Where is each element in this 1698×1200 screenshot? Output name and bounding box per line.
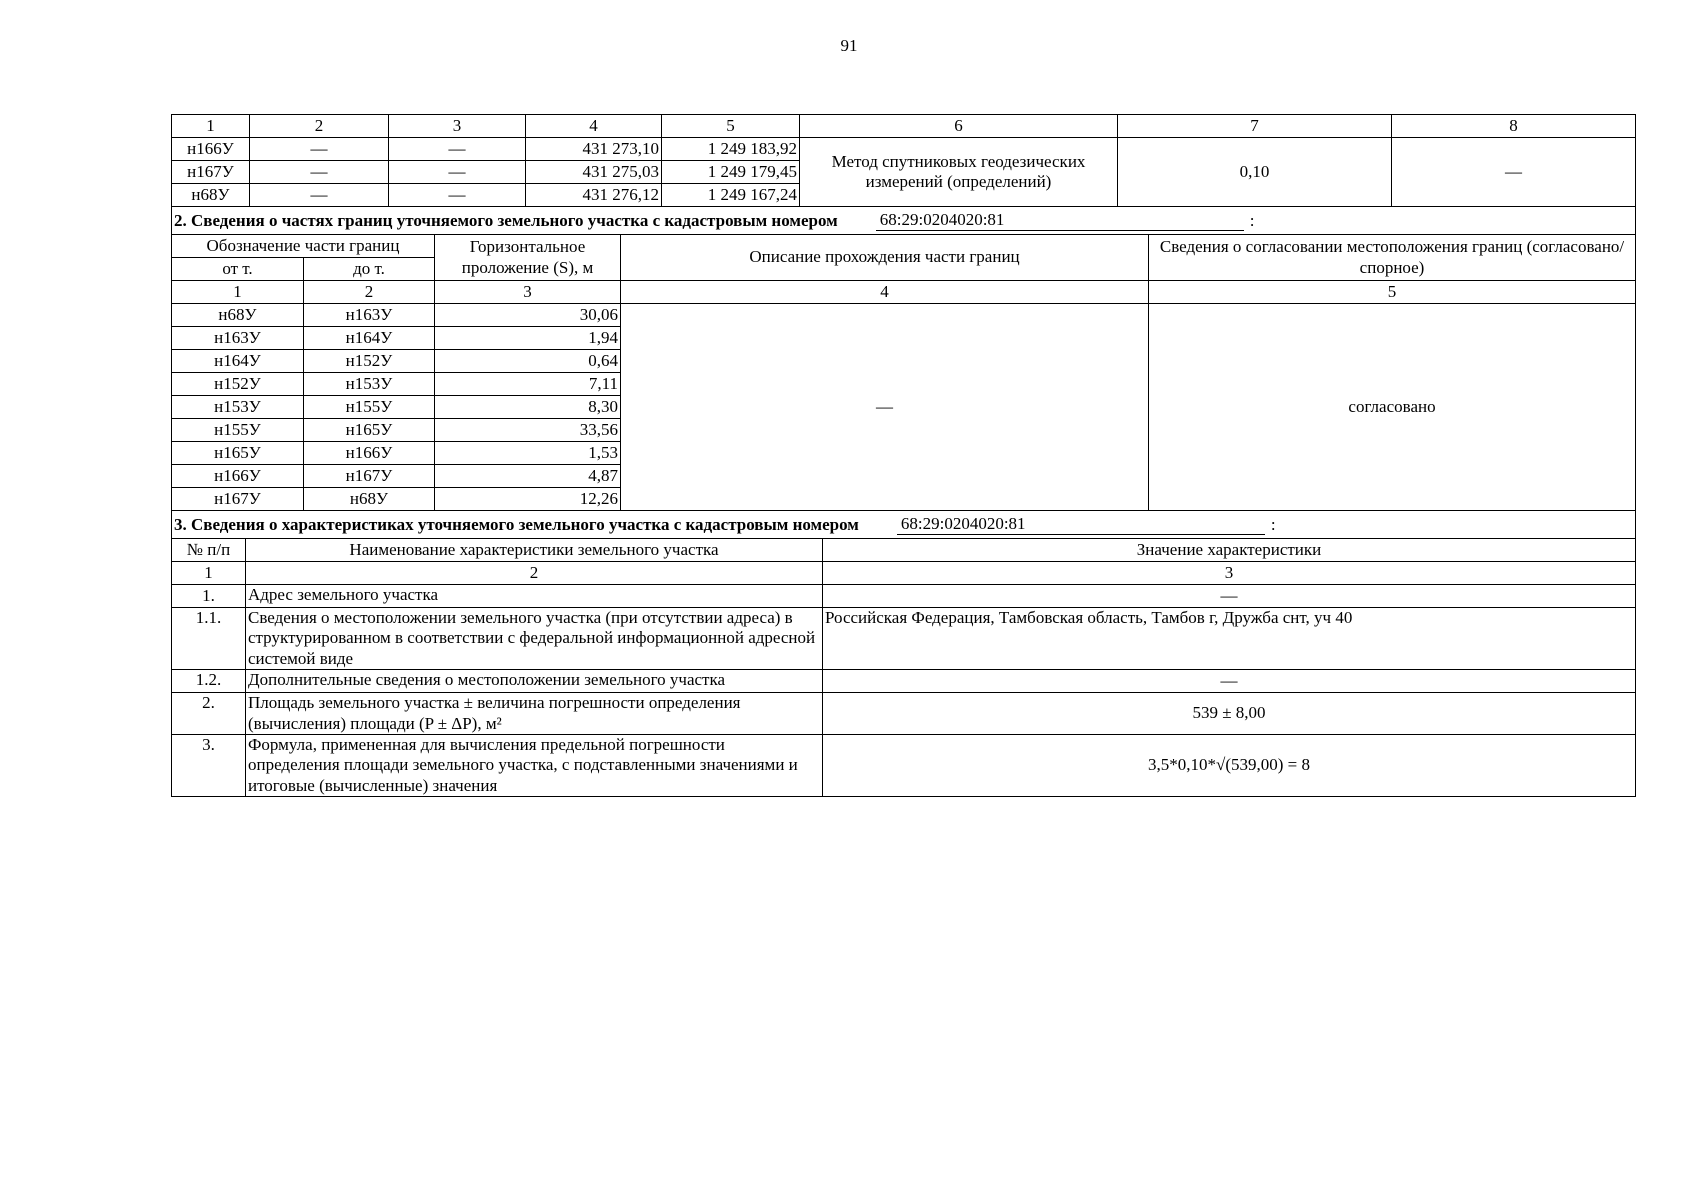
from-point: н163У bbox=[172, 327, 304, 350]
agreement-cell: согласовано bbox=[1149, 304, 1636, 511]
row-num: 1.1. bbox=[172, 608, 246, 670]
head-name: Наименование характеристики земельного участка bbox=[246, 539, 823, 562]
head-num: № п/п bbox=[172, 539, 246, 562]
to-point: н68У bbox=[304, 488, 435, 511]
distance: 33,56 bbox=[435, 419, 621, 442]
accuracy-cell: 0,10 bbox=[1118, 138, 1392, 207]
col-header: 3 bbox=[389, 115, 526, 138]
distance: 30,06 bbox=[435, 304, 621, 327]
head-description: Описание прохождения части границ bbox=[621, 235, 1149, 281]
from-point: н166У bbox=[172, 465, 304, 488]
distance: 12,26 bbox=[435, 488, 621, 511]
characteristic-value: — bbox=[823, 670, 1636, 693]
row-num: 1. bbox=[172, 585, 246, 608]
col-header: 7 bbox=[1118, 115, 1392, 138]
coord-y: 1 249 179,45 bbox=[662, 161, 800, 184]
from-point: н164У bbox=[172, 350, 304, 373]
point-name: н68У bbox=[172, 184, 250, 207]
to-point: н166У bbox=[304, 442, 435, 465]
description-cell: — bbox=[621, 304, 1149, 511]
to-point: н152У bbox=[304, 350, 435, 373]
col-header: 8 bbox=[1392, 115, 1636, 138]
cell: — bbox=[250, 161, 389, 184]
distance: 1,53 bbox=[435, 442, 621, 465]
coord-x: 431 276,12 bbox=[526, 184, 662, 207]
distance: 7,11 bbox=[435, 373, 621, 396]
col-header: 1 bbox=[172, 115, 250, 138]
head-from: от т. bbox=[172, 258, 304, 281]
head-horizontal: Горизонтальное проложение (S), м bbox=[435, 235, 621, 281]
table-header-row bbox=[172, 235, 1636, 258]
col-number: 3 bbox=[823, 562, 1636, 585]
characteristic-name: Площадь земельного участка ± величина погрешности определения (вычисления) площади (P ± ΔP), м² bbox=[246, 693, 823, 735]
row-num: 1.2. bbox=[172, 670, 246, 693]
col-number: 1 bbox=[172, 562, 246, 585]
section-2-title: 2. Сведения о частях границ уточняемого земельного участка с кадастровым номером bbox=[174, 210, 838, 230]
col-number: 5 bbox=[1149, 281, 1636, 304]
head-agreement: Сведения о согласовании местоположения границ (согласовано/спорное) bbox=[1149, 235, 1636, 281]
from-point: н165У bbox=[172, 442, 304, 465]
boundary-parts-table bbox=[171, 206, 1636, 511]
head-value: Значение характеристики bbox=[823, 539, 1636, 562]
coord-x: 431 275,03 bbox=[526, 161, 662, 184]
from-point: н155У bbox=[172, 419, 304, 442]
characteristic-name: Дополнительные сведения о местоположении земельного участка bbox=[246, 670, 823, 693]
coordinates-table bbox=[171, 114, 1636, 207]
characteristic-name: Адрес земельного участка bbox=[246, 585, 823, 608]
cell: — bbox=[389, 184, 526, 207]
from-point: н153У bbox=[172, 396, 304, 419]
characteristic-name: Формула, примененная для вычисления предельной погрешности определения площади земельного участка, с подставленными значениями и итоговые (вычисленные) значения bbox=[246, 734, 823, 796]
col-header: 5 bbox=[662, 115, 800, 138]
to-point: н155У bbox=[304, 396, 435, 419]
section-3-heading bbox=[172, 511, 1636, 539]
table-row bbox=[172, 585, 1636, 608]
section-3-cadastral: 68:29:0204020:81 bbox=[897, 514, 1265, 535]
col-number: 2 bbox=[246, 562, 823, 585]
to-point: н164У bbox=[304, 327, 435, 350]
method-cell: Метод спутниковых геодезических измерений (определений) bbox=[800, 138, 1118, 207]
section-3-colon: : bbox=[1270, 514, 1276, 534]
head-to: до т. bbox=[304, 258, 435, 281]
table-row bbox=[172, 693, 1636, 735]
table-row bbox=[172, 670, 1636, 693]
col-number: 2 bbox=[304, 281, 435, 304]
table-row bbox=[172, 138, 1636, 161]
table-numbers-row bbox=[172, 281, 1636, 304]
distance: 0,64 bbox=[435, 350, 621, 373]
coord-y: 1 249 183,92 bbox=[662, 138, 800, 161]
characteristics-table bbox=[171, 510, 1636, 797]
distance: 8,30 bbox=[435, 396, 621, 419]
row-num: 3. bbox=[172, 734, 246, 796]
to-point: н163У bbox=[304, 304, 435, 327]
cell: — bbox=[389, 138, 526, 161]
col-header: 6 bbox=[800, 115, 1118, 138]
to-point: н167У bbox=[304, 465, 435, 488]
table-row bbox=[172, 734, 1636, 796]
table-numbers-row bbox=[172, 562, 1636, 585]
point-name: н167У bbox=[172, 161, 250, 184]
col8-cell: — bbox=[1392, 138, 1636, 207]
characteristic-value: — bbox=[823, 585, 1636, 608]
point-name: н166У bbox=[172, 138, 250, 161]
to-point: н165У bbox=[304, 419, 435, 442]
distance: 4,87 bbox=[435, 465, 621, 488]
coord-x: 431 273,10 bbox=[526, 138, 662, 161]
col-header: 2 bbox=[250, 115, 389, 138]
col-header: 4 bbox=[526, 115, 662, 138]
head-designation: Обозначение части границ bbox=[172, 235, 435, 258]
cell: — bbox=[250, 184, 389, 207]
distance: 1,94 bbox=[435, 327, 621, 350]
section-2-cadastral: 68:29:0204020:81 bbox=[876, 210, 1244, 231]
table-header-row bbox=[172, 539, 1636, 562]
table-row bbox=[172, 608, 1636, 670]
characteristic-value: 539 ± 8,00 bbox=[823, 693, 1636, 735]
col-number: 3 bbox=[435, 281, 621, 304]
cell: — bbox=[389, 161, 526, 184]
section-2-colon: : bbox=[1249, 210, 1255, 230]
to-point: н153У bbox=[304, 373, 435, 396]
row-num: 2. bbox=[172, 693, 246, 735]
from-point: н167У bbox=[172, 488, 304, 511]
cell: — bbox=[250, 138, 389, 161]
col-number: 4 bbox=[621, 281, 1149, 304]
table-row bbox=[172, 304, 1636, 327]
document-body bbox=[171, 115, 1635, 797]
characteristic-name: Сведения о местоположении земельного участка (при отсутствии адреса) в структурированном в соответствии с федеральной информационной адресной системой виде bbox=[246, 608, 823, 670]
from-point: н152У bbox=[172, 373, 304, 396]
characteristic-value: 3,5*0,10*√(539,00) = 8 bbox=[823, 734, 1636, 796]
section-2-heading bbox=[172, 207, 1636, 235]
col-number: 1 bbox=[172, 281, 304, 304]
section-3-title: 3. Сведения о характеристиках уточняемого земельного участка с кадастровым номером bbox=[174, 514, 859, 534]
coord-y: 1 249 167,24 bbox=[662, 184, 800, 207]
table-header-row bbox=[172, 115, 1636, 138]
from-point: н68У bbox=[172, 304, 304, 327]
page-number: 91 bbox=[840, 36, 858, 55]
characteristic-value: Российская Федерация, Тамбовская область, Тамбов г, Дружба снт, уч 40 bbox=[823, 608, 1636, 670]
